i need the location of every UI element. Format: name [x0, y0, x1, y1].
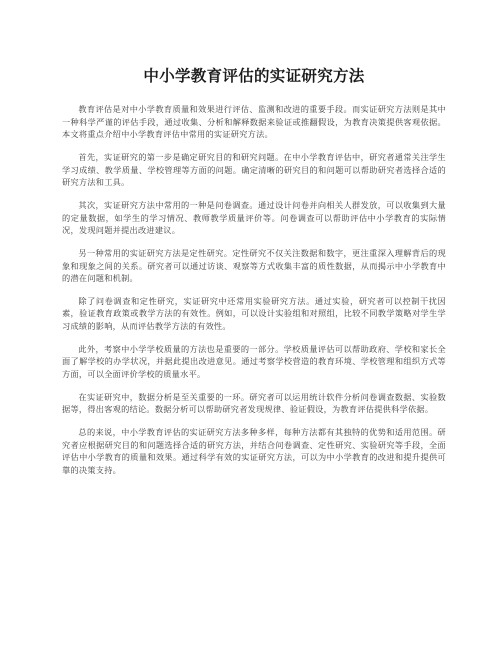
paragraph-4: 另一种常用的实证研究方法是定性研究。定性研究不仅关注数据和数字，更注重深入理解背后的现象和现象之间的关系。研究者可以通过访谈、观察等方式收集丰富的质性数据，从而揭示中小学教育中的潜在问题和机制。 — [62, 247, 446, 284]
paragraph-5: 除了问卷调查和定性研究，实证研究中还常用实验研究方法。通过实验，研究者可以控制干扰因素，验证教育政策或教学方法的有效性。例如，可以设计实验组和对照组，比较不同教学策略对学生学习成绩的影响，从而评估教学方法的有效性。 — [62, 295, 446, 332]
document-title: 中小学教育评估的实证研究方法 — [143, 67, 365, 85]
paragraph-1: 教育评估是对中小学教育质量和效果进行评估、监测和改进的重要手段。而实证研究方法则是其中一种科学严谨的评估手段，通过收集、分析和解释数据来验证或推翻假设，为教育决策提供客观依据。本文将重点介绍中小学教育评估中常用的实证研究方法。 — [62, 104, 446, 140]
paragraph-7: 在实证研究中，数据分析是至关重要的一环。研究者可以运用统计软件分析问卷调查数据、实验数据等，得出客观的结论。数据分析可以帮助研究者发现规律、验证假设，为教育评估提供科学依据。 — [62, 391, 446, 415]
paragraph-6: 此外，考察中小学学校质量的方法也是重要的一部分。学校质量评估可以帮助政府、学校和家长全面了解学校的办学状况，并据此提出改进意见。通过考察学校营造的教育环境、学校管理和组织方式等方面，可以全面评价学校的质量水平。 — [62, 343, 446, 380]
paragraph-2: 首先，实证研究的第一步是确定研究目的和研究问题。在中小学教育评估中，研究者通常关注学生学习成绩、教学质量、学校管理等方面的问题。确定清晰的研究目的和问题可以帮助研究者选择合适的研究方法和工具。 — [62, 151, 446, 188]
paragraph-3: 其次，实证研究方法中常用的一种是问卷调查。通过设计问卷并向相关人群发放，可以收集到大量的定量数据，如学生的学习情况、教师教学质量评价等。问卷调查可以帮助评估中小学教育的实际情况，发现问题并提出改进建议。 — [62, 199, 446, 236]
paragraph-8: 总的来说，中小学教育评估的实证研究方法多种多样，每种方法都有其独特的优势和适用范围。研究者应根据研究目的和问题选择合适的研究方法，并结合问卷调查、定性研究、实验研究等手段，全面评估中小学教育的质量和效果。通过科学有效的实证研究方法，可以为中小学教育的改进和提升提供可靠的决策支持。 — [62, 427, 446, 475]
